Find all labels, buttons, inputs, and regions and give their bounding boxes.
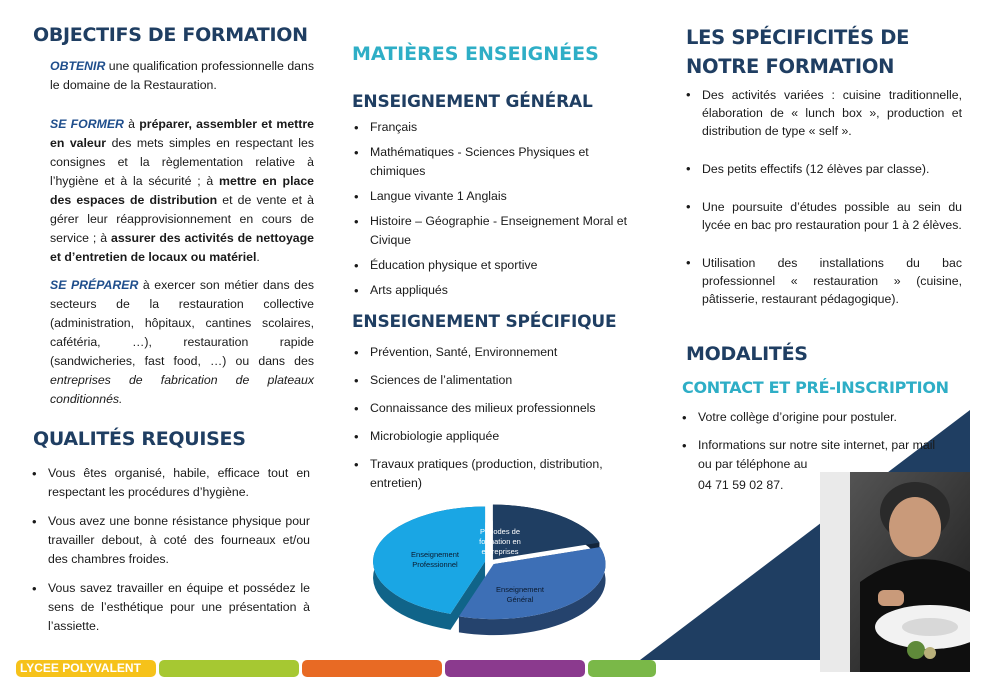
text-obtenir: une qualification professionnelle dans le domaine de la Restauration. <box>50 59 314 92</box>
list-item: • Microbiologie appliquée <box>352 427 632 446</box>
pie-label: formation en <box>479 537 521 546</box>
bold-former-3: assurer des activités de nettoyage et d’entretien de locaux ou matériel <box>50 231 314 264</box>
contact-title: CONTACT ET PRÉ-INSCRIPTION <box>682 378 949 397</box>
bold-former-1: préparer, assembler et mettre en valeur <box>50 117 314 150</box>
pie-label: Enseignement <box>496 585 544 594</box>
specificites-title-line2: NOTRE FORMATION <box>686 55 895 78</box>
specificites-list <box>684 86 962 308</box>
lead-obtenir: OBTENIR <box>50 59 106 73</box>
list-item: • Votre collège d’origine pour postuler. <box>680 408 950 427</box>
footer-segment-lightgreen <box>588 660 656 677</box>
chef-photo <box>820 472 970 672</box>
list-item: • Utilisation des installations du bac professionnel « restauration » (cuisine, pâtisserie, restaurant pédagogique). <box>684 254 962 308</box>
qualites-title: QUALITÉS REQUISES <box>33 428 246 450</box>
bold-former-2: mettre en place des espaces de distribution <box>50 174 315 207</box>
list-item: • Travaux pratiques (production, distribution, entretien) <box>352 455 632 493</box>
pie-chart <box>370 500 610 645</box>
specifique-title: ENSEIGNEMENT SPÉCIFIQUE <box>352 312 617 332</box>
list-item: • Mathématiques - Sciences Physiques et chimiques <box>352 143 632 181</box>
footer-bar <box>16 660 656 677</box>
lead-se-preparer: SE PRÉPARER <box>50 278 139 292</box>
contact-info: Informations sur notre site internet, par mail ou par téléphone au <box>698 438 936 471</box>
text-former-3: et de vente et à gérer leur réapprovisionnement en cours de service ; à <box>50 193 314 245</box>
list-item: • Des activités variées : cuisine traditionnelle, élaboration de « lunch box », production et distribution de type « self ». <box>684 86 962 140</box>
list-item <box>680 436 950 474</box>
footer-segment-green <box>159 660 299 677</box>
list-item: • Éducation physique et sportive <box>352 256 632 275</box>
objectifs-paragraph-former <box>50 115 314 267</box>
footer-label: LYCEE POLYVALENT <box>16 660 156 677</box>
list-item: • Une poursuite d’études possible au sein du lycée en bac pro restauration pour 1 à 2 élèves. <box>684 198 962 234</box>
contact-list <box>680 408 950 474</box>
pie-label: Périodes de <box>479 527 521 536</box>
specifique-list <box>352 343 632 493</box>
pie-label: Enseignement <box>411 550 459 559</box>
footer-segment-purple <box>445 660 585 677</box>
general-title: ENSEIGNEMENT GÉNÉRAL <box>352 92 593 112</box>
list-item: • Français <box>352 118 632 137</box>
list-item: • Prévention, Santé, Environnement <box>352 343 632 362</box>
list-item: • Histoire – Géographie - Enseignement Moral et Civique <box>352 212 632 250</box>
phone-number: 04 71 59 02 87. <box>698 478 784 492</box>
specificites-title <box>686 23 909 81</box>
pie-label: Professionnel <box>412 560 458 569</box>
list-item: • Vous avez une bonne résistance physique pour travailler debout, à coté des fourneaux et/ou des chambres froides. <box>30 512 310 569</box>
list-item: • Vous êtes organisé, habile, efficace tout en respectant les procédures d’hygiène. <box>30 464 310 502</box>
italic-preparer: entreprises de fabrication de plateaux conditionnés. <box>50 373 314 406</box>
list-item: • Langue vivante 1 Anglais <box>352 187 632 206</box>
general-list <box>352 118 632 300</box>
pie-label: Général <box>506 595 534 604</box>
specificites-title-line1: LES SPÉCIFICITÉS DE <box>686 26 910 49</box>
objectifs-paragraph-preparer <box>50 276 314 409</box>
matieres-title: MATIÈRES ENSEIGNÉES <box>352 43 599 65</box>
list-item: • Vous savez travailler en équipe et possédez le sens de l’esthétique pour une présentation à l’assiette. <box>30 579 310 636</box>
footer-segment-orange <box>302 660 442 677</box>
list-item: • Sciences de l’alimentation <box>352 371 632 390</box>
list-item: • Arts appliqués <box>352 281 632 300</box>
list-item: • Des petits effectifs (12 élèves par classe). <box>684 160 962 178</box>
chef-photo-drawing <box>820 472 970 672</box>
text-former-1: à <box>123 117 140 131</box>
objectifs-paragraph-obtenir <box>50 57 314 95</box>
list-item: • Connaissance des milieux professionnels <box>352 399 632 418</box>
text-former-2: des mets simples en respectant les consignes et la règlementation relative à l’hygiène et à la sécurité ; à <box>50 136 314 188</box>
text-preparer: à exercer son métier dans des secteurs de la restauration collective (administration, hôpitaux, cantines scolaires, cafétéria, …), restauration rapide (sandwicheries, fast food, …) ou dans des <box>50 278 314 368</box>
lead-se-former: SE FORMER <box>50 117 124 131</box>
objectifs-title: OBJECTIFS DE FORMATION <box>33 24 308 46</box>
qualites-list <box>30 464 310 636</box>
pie-label: entreprises <box>481 547 519 556</box>
modalites-title: MODALITÉS <box>686 343 808 365</box>
text-former-4: . <box>256 250 260 264</box>
